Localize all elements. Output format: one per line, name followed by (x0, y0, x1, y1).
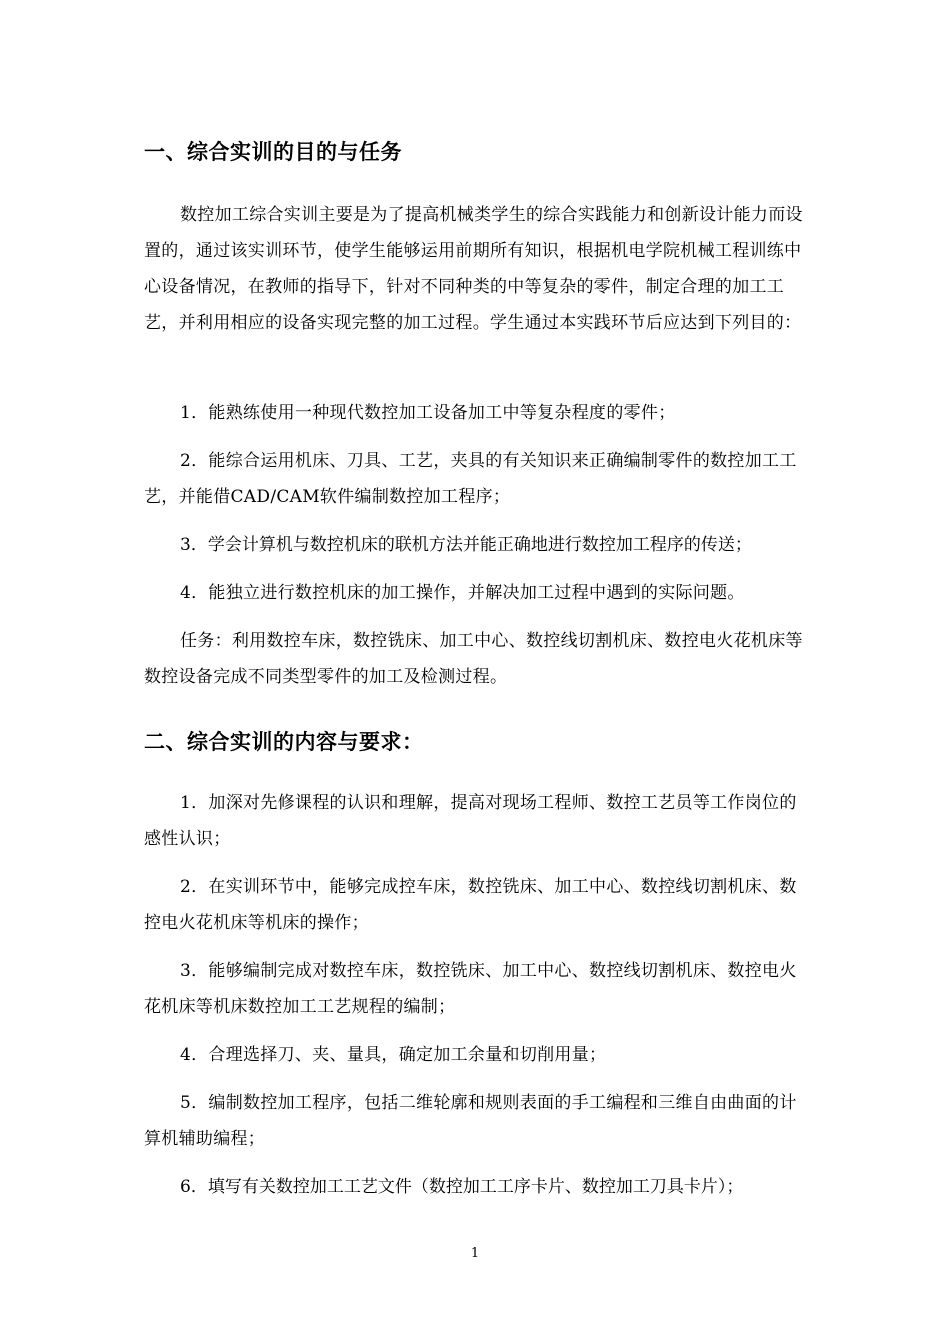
section-heading-objectives: 一、综合实训的目的与任务 (144, 140, 402, 164)
goal-item: 1．能熟练使用一种现代数控加工设备加工中等复杂程度的零件； (180, 403, 676, 423)
paragraph-intro: 数控加工综合实训主要是为了提高机械类学生的综合实践能力和创新设计能力而设置的，通过该实训环节，使学生能够运用前期所有知识，根据机电学院机械工程训练中心设备情况，在教师的指导下，针对不同种类的中等复杂的零件，制定合理的加工工艺，并利用相应的设备实现完整的加工过程。学生通过本实践环节后应达到下列目的： (144, 205, 803, 333)
goal-item: 3．学会计算机与数控机床的联机方法并能正确地进行数控加工程序的传送； (180, 535, 752, 555)
goal-item: 2．能综合运用机床、刀具、工艺，夹具的有关知识来正确编制零件的数控加工工艺，并能借CAD/CAM软件编制数控加工程序； (144, 451, 797, 507)
requirement-item: 2．在实训环节中，能够完成控车床，数控铣床、加工中心、数控线切割机床、数控电火花机床等机床的操作； (144, 877, 797, 933)
requirement-item: 4．合理选择刀、夹、量具，确定加工余量和切削用量； (180, 1045, 607, 1065)
paragraph-task: 任务：利用数控车床，数控铣床、加工中心、数控线切割机床、数控电火花机床等数控设备完成不同类型零件的加工及检测过程。 (144, 631, 803, 687)
requirement-item: 1．加深对先修课程的认识和理解，提高对现场工程师、数控工艺员等工作岗位的感性认识； (144, 793, 797, 849)
section-heading-content: 二、综合实训的内容与要求： (144, 730, 424, 754)
goal-item: 4．能独立进行数控机床的加工操作，并解决加工过程中遇到的实际问题。 (180, 583, 745, 603)
page-number: 1 (470, 1246, 480, 1261)
requirement-item: 5．编制数控加工程序，包括二维轮廓和规则表面的手工编程和三维自由曲面的计算机辅助编程； (144, 1093, 797, 1149)
requirement-item: 3．能够编制完成对数控车床，数控铣床、加工中心、数控线切割机床、数控电火花机床等机床数控加工工艺规程的编制； (144, 961, 797, 1017)
requirement-item: 6．填写有关数控加工工艺文件（数控加工工序卡片、数控加工刀具卡片）； (180, 1177, 744, 1197)
